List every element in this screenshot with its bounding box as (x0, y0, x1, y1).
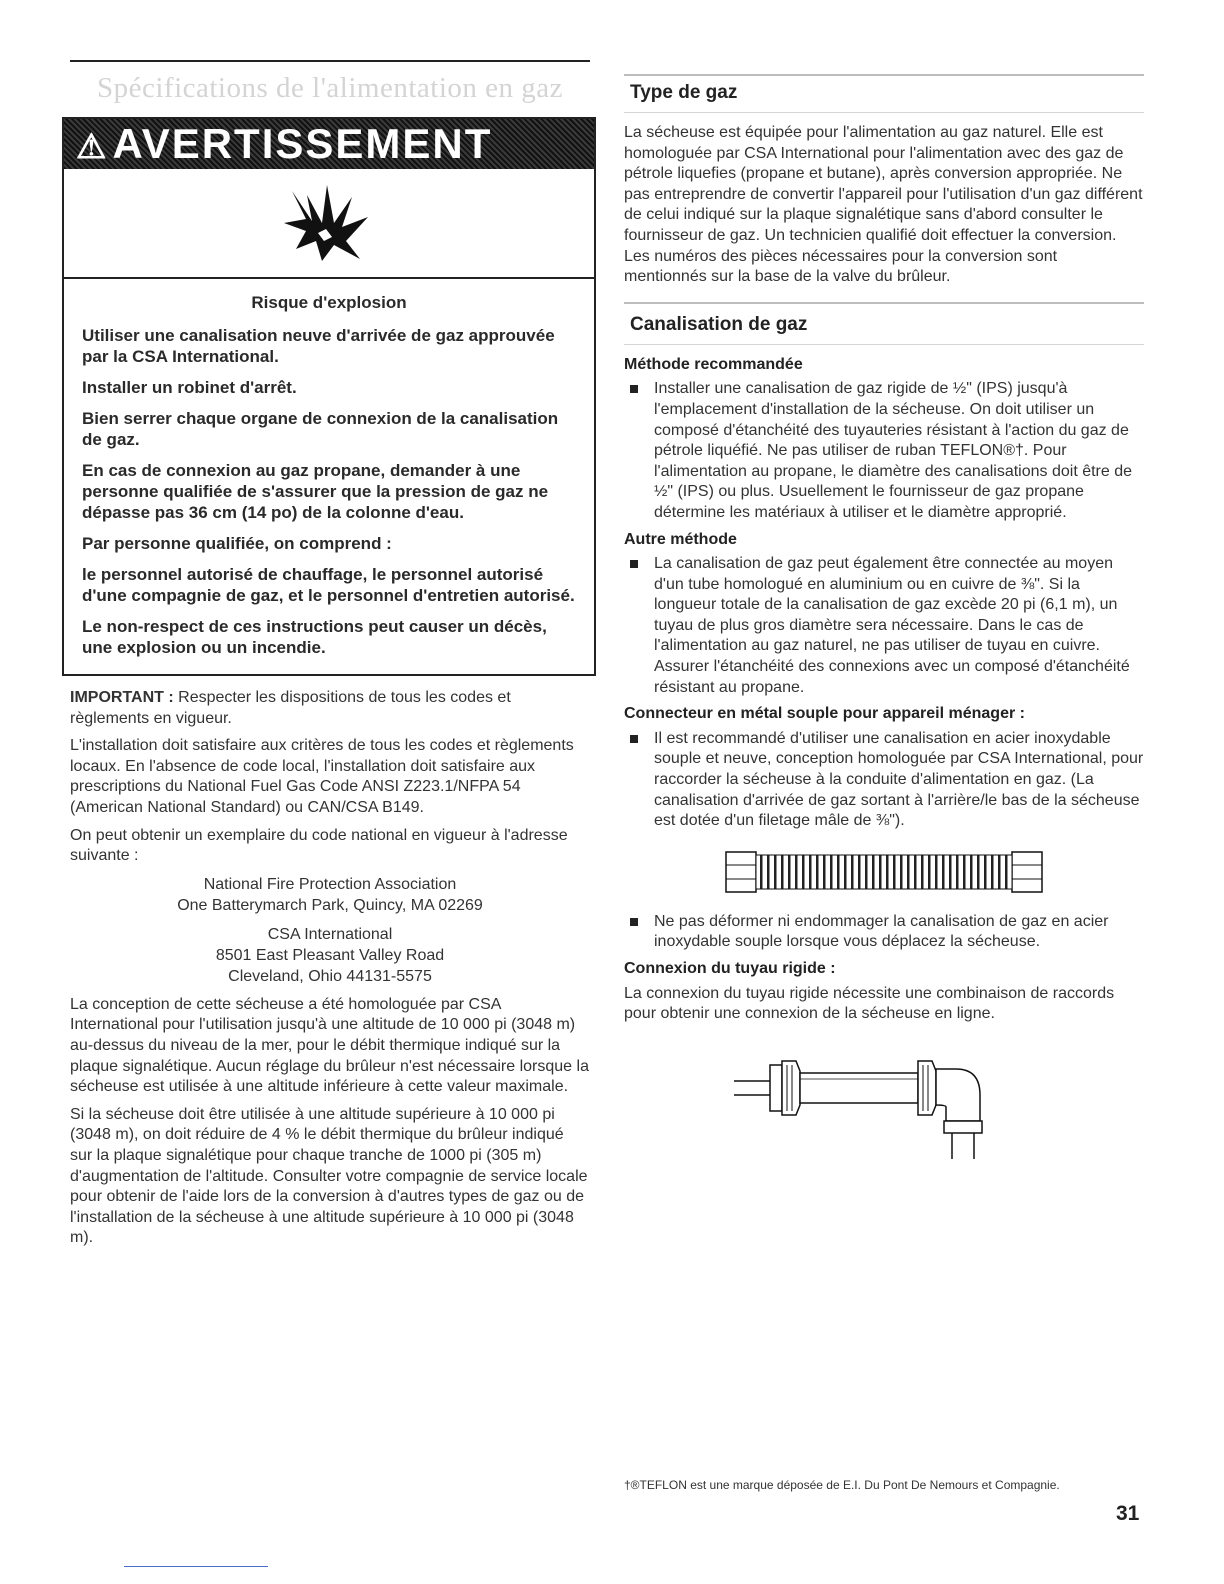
left-top-rule (70, 60, 590, 62)
address-csa (70, 924, 590, 987)
warning-paragraph: Installer un robinet d'arrêt. (82, 378, 297, 397)
warning-paragraph: Par personne qualifiée, on comprend : (82, 534, 392, 553)
warning-paragraph: le personnel autorisé de chauffage, le personnel autorisé d'une compagnie de gaz, et le personnel d'entretien autorisé. (82, 565, 575, 605)
rigid-pipe-illustration (734, 1051, 994, 1161)
address-nfpa (70, 874, 590, 916)
warning-paragraph: Utiliser une canalisation neuve d'arrivée de gaz approuvée par la CSA International. (82, 326, 555, 366)
bullet-square-icon (630, 560, 638, 568)
address-line: CSA International (267, 925, 393, 943)
connecteur-title: Connecteur en métal souple pour appareil ménager : (624, 705, 1025, 723)
canal-title: Canalisation de gaz (630, 313, 808, 335)
address-line: One Batterymarch Park, Quincy, MA 02269 (177, 896, 483, 914)
important-text: Respecter les dispositions de tous les codes et règlements en vigueur. (70, 689, 511, 727)
explosion-area (64, 169, 594, 279)
list-item-text: Installer une canalisation de gaz rigide de ½" (IPS) jusqu'à l'emplacement d'installation de la sécheuse. On doit utiliser un composé d'étanchéité des tuyauteries résistant à l'action du gaz de pétrole liquéfié. Ne pas utiliser de ruban TEFLON®†. Pour l'alimentation au propane, le diamètre des canalisations doit être de ½" (IPS) ou plus. Usuellement le fournisseur de gaz propane détermine les matériaux à utiliser et le diamètre approprié. (654, 380, 1133, 521)
right-column (624, 60, 1144, 1161)
canal-bottom-rule (624, 344, 1144, 345)
warning-triangle-icon: ⚠ (76, 128, 109, 166)
warning-paragraph: Bien serrer chaque organe de connexion de la canalisation de gaz. (82, 409, 559, 449)
page-number: 31 (1116, 1502, 1140, 1525)
paragraph: Si la sécheuse doit être utilisée à une altitude supérieure à 10 000 pi (3048 m), on doit réduire de 4 % le débit thermique du brûleur indiqué sur la plaque signalétique pour chaque tranche de 1000 pi (305 m) d'augmentation de l'altitude. Consulter votre compagnie de service locale pour obtenir de l'aide lors de la conversion à d'autres types de gaz ou de l'installation de la sécheuse à une altitude supérieure à 10 000 pi (3048 m). (70, 1105, 588, 1247)
paragraph: La connexion du tuyau rigide nécessite une combinaison de raccords pour obtenir une connexion de la sécheuse en ligne. (624, 984, 1115, 1023)
important-label: IMPORTANT : (70, 689, 174, 706)
type-gas-text (624, 123, 1144, 288)
list-item-text: Il est recommandé d'utiliser une canalisation en acier inoxydable souple et neuve, conception homologuée par CSA International, pour raccorder la sécheuse à la conduite d'alimentation en gaz. (La canalisation d'arrivée de gaz sortant à l'arrière/le bas de la sécheuse est dotée d'un filetage mâle de ⅜"). (654, 729, 1144, 830)
paragraph: L'installation doit satisfaire aux critères de tous les codes et règlements locaux. En l'absence de code local, l'installation doit satisfaire aux prescriptions du National Fuel Gas Code ANSI Z223.1/NFPA 54 (American National Standard) ou CAN/CSA B149. (70, 737, 574, 816)
list-item (624, 379, 1144, 523)
left-body (70, 688, 590, 1249)
paragraph: La sécheuse est équipée pour l'alimentation au gaz naturel. Elle est homologuée par CSA International pour l'alimentation avec des gaz de pétrole liquefies (propane et butane), après conversion appropriée. Ne pas entreprendre de convertir l'appareil pour l'utilisation d'un gaz différent de celui indiqué sur la plaque signalétique sans d'abord consulter le fournisseur de gaz. Un technicien qualifié doit effectuer la conversion. Les numéros des pièces nécessaires pour la conversion sont mentionnés sur la base de la valve du brûleur. (624, 124, 1143, 286)
list-item (624, 729, 1144, 832)
bullet-square-icon (630, 735, 638, 743)
footnote: †®TEFLON est une marque déposée de E.I. Du Pont De Nemours et Compagnie. (624, 1478, 1060, 1492)
address-line: 8501 East Pleasant Valley Road (215, 946, 445, 964)
paragraph: La conception de cette sécheuse a été homologuée par CSA International pour l'utilisation jusqu'à une altitude de 10 000 pi (3048 m) au-dessus du niveau de la mer, pour le débit thermique indiqué sur la plaque signalétique. Aucun réglage du brûleur n'est nécessaire lorsque la sécheuse est utilisée à une altitude inférieure à cette valeur maximale. (70, 995, 589, 1096)
warning-paragraph: Le non-respect de ces instructions peut causer un décès, une explosion ou un incendie. (82, 617, 547, 657)
address-line: National Fire Protection Association (203, 875, 457, 893)
type-gas-title: Type de gaz (630, 82, 738, 103)
type-bottom-rule (624, 112, 1144, 113)
bullet-square-icon (630, 385, 638, 393)
flexible-hose-illustration (724, 850, 1044, 894)
type-top-rule (624, 74, 1144, 76)
section-title: Spécifications de l'alimentation en gaz (96, 72, 563, 104)
explosion-icon (282, 183, 372, 263)
paragraph: On peut obtenir un exemplaire du code national en vigueur à l'adresse suivante : (70, 826, 568, 865)
rigide-title: Connexion du tuyau rigide : (624, 960, 836, 977)
bottom-link-line (124, 1566, 268, 1567)
important-paragraph (70, 688, 590, 729)
list-item-text: La canalisation de gaz peut également être connectée au moyen d'un tube homologué en aluminium ou en cuivre de ⅜". Si la longueur totale de la canalisation de gaz excède 20 pi (6,1 m), un tuyau de plus gros diamètre sera nécessaire. Dans le cas de l'alimentation au gaz naturel, ne pas utiliser de tuyau en cuivre. Assurer l'étanchéité des connexions avec un composé d'étanchéité résistant au propane. (654, 555, 1130, 696)
warning-box (62, 117, 596, 676)
bullet-square-icon (630, 918, 638, 926)
warning-title: Risque d'explosion (251, 293, 407, 312)
methode-title: Méthode recommandée (624, 355, 803, 373)
autre-title: Autre méthode (624, 530, 737, 548)
canal-body (624, 355, 1144, 1161)
list-item (624, 912, 1144, 953)
warning-body (64, 279, 594, 674)
warning-paragraph: En cas de connexion au gaz propane, demander à une personne qualifiée de s'assurer que la pression de gaz ne dépasse pas 36 cm (14 po) de la colonne d'eau. (82, 461, 549, 522)
warning-header-text: AVERTISSEMENT (112, 120, 493, 167)
address-line: Cleveland, Ohio 44131-5575 (228, 967, 432, 985)
warning-header (64, 119, 594, 169)
list-item (624, 554, 1144, 698)
canal-top-rule (624, 302, 1144, 304)
list-item-text: Ne pas déformer ni endommager la canalisation de gaz en acier inoxydable souple lorsque vous déplacez la sécheuse. (654, 912, 1109, 951)
left-column (70, 60, 590, 1256)
